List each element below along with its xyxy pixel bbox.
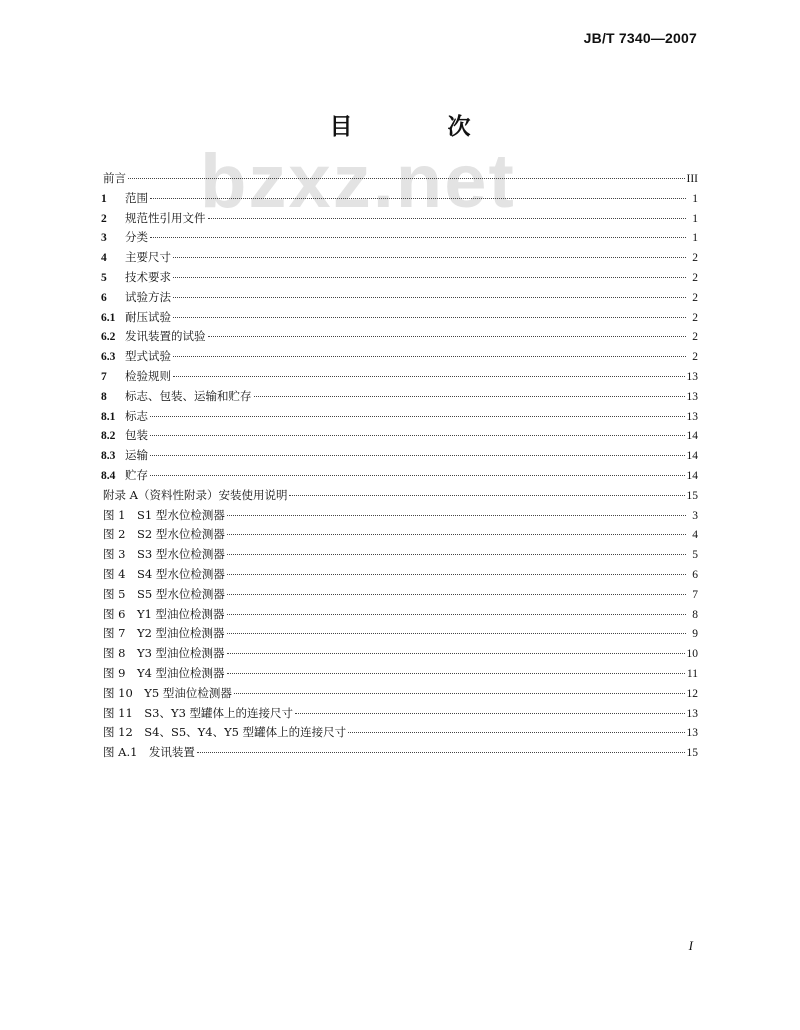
toc-leader-dots [289,495,684,496]
toc-leader-dots [173,356,686,357]
toc-entry-label: 试验方法 [125,289,171,304]
toc-entry-page: 15 [686,489,698,502]
toc-entry[interactable] [101,665,698,685]
toc-entry-page: 2 [692,271,698,284]
toc-leader-dots [150,198,686,199]
toc-leader-dots [227,653,685,654]
toc-entry-label: 图 11 S3、Y3 型罐体上的连接尺寸 [103,705,294,720]
toc-entry-label: 分类 [125,230,148,245]
toc-entry[interactable] [101,309,698,329]
toc-leader-dots [173,257,686,258]
watermark: bzxz.net [200,139,516,224]
toc-entry[interactable] [101,210,698,230]
toc-entry[interactable] [101,744,698,764]
toc-entry-label: 图 8 Y3 型油位检测器 [103,646,225,661]
toc-entry-label: 发讯装置的试验 [125,329,206,344]
toc-entry-label: 图 7 Y2 型油位检测器 [103,626,225,641]
toc-entry-number: 8.2 [101,430,116,443]
toc-entry-label: 主要尺寸 [125,250,171,265]
toc-entry[interactable] [101,705,698,725]
toc-leader-dots [227,673,685,674]
toc-entry-label: 运输 [125,448,148,463]
toc-entry-label: 贮存 [125,467,148,482]
toc-entry[interactable] [101,170,698,190]
toc-leader-dots [173,297,686,298]
toc-entry[interactable] [101,328,698,348]
toc-entry-page: 13 [686,410,698,423]
toc-entry[interactable] [101,487,698,507]
toc-leader-dots [227,554,686,555]
toc-entry[interactable] [101,625,698,645]
toc-entry[interactable] [101,606,698,626]
toc-entry-label: 图 5 S5 型水位检测器 [103,586,225,601]
toc-entry-number: 7 [101,370,107,383]
toc-leader-dots [150,435,685,436]
toc-leader-dots [173,277,686,278]
toc-entry[interactable] [101,724,698,744]
toc-leader-dots [348,732,684,733]
toc-entry-label: 图 1 S1 型水位检测器 [103,507,225,522]
toc-entry-page: 7 [692,588,698,601]
toc-entry-page: 8 [692,608,698,621]
toc-entry[interactable] [101,269,698,289]
toc-entry-page: 9 [692,628,698,641]
toc-entry-label: 标志 [125,408,148,423]
toc-leader-dots [150,237,686,238]
toc-entry-number: 8.3 [101,450,116,463]
toc-entry-page: 12 [686,687,698,700]
toc-entry[interactable] [101,229,698,249]
toc-entry-label: 技术要求 [125,269,171,284]
toc-entry-number: 4 [101,252,107,265]
toc-entry-page: 6 [692,568,698,581]
toc-entry[interactable] [101,348,698,368]
toc-leader-dots [295,713,684,714]
toc-entry-page: 1 [692,192,698,205]
toc-entry[interactable] [101,507,698,527]
page-number: I [688,938,693,953]
toc-leader-dots [227,614,686,615]
toc-entry-label: 图 3 S3 型水位检测器 [103,547,225,562]
toc-entry-number: 6.2 [101,331,116,344]
toc-entry-page: 2 [692,291,698,304]
toc-entry-number: 8.4 [101,469,116,482]
toc-entry[interactable] [101,546,698,566]
toc-entry-label: 图 9 Y4 型油位检测器 [103,665,225,680]
toc-leader-dots [234,693,685,694]
toc-entry-number: 5 [101,271,107,284]
toc-leader-dots [128,178,685,179]
toc-entry-page: 14 [686,430,698,443]
toc-entry-label: 型式试验 [125,349,171,364]
toc-entry-label: 图 12 S4、S5、Y4、Y5 型罐体上的连接尺寸 [103,725,347,740]
toc-entry-number: 6.1 [101,311,116,324]
toc-entry[interactable] [101,289,698,309]
page-title: 目 次 [329,114,507,140]
toc-entry-label: 包装 [125,428,148,443]
toc-leader-dots [150,416,685,417]
toc-entry-label: 图 6 Y1 型油位检测器 [103,606,225,621]
toc-entry-label: 图 10 Y5 型油位检测器 [103,685,232,700]
toc-leader-dots [254,396,685,397]
toc-entry-label: 图 4 S4 型水位检测器 [103,566,225,581]
toc-entry-label: 标志、包装、运输和贮存 [125,388,252,403]
toc-entry[interactable] [101,190,698,210]
toc-entry[interactable] [101,566,698,586]
toc-entry-page: 13 [686,727,698,740]
toc-entry-number: 8.1 [101,410,116,423]
toc-entry-label: 检验规则 [125,368,171,383]
toc-leader-dots [227,534,686,535]
toc-entry-page: 13 [686,390,698,403]
toc-entry-label: 附录 A（资料性附录）安装使用说明 [103,487,288,502]
toc-entry-number: 6.3 [101,351,116,364]
toc-entry[interactable] [101,645,698,665]
toc-leader-dots [227,515,686,516]
toc-entry[interactable] [101,388,698,408]
toc-entry[interactable] [101,368,698,388]
toc-entry-number: 8 [101,390,107,403]
toc-entry-page: 10 [686,648,698,661]
toc-leader-dots [227,574,686,575]
toc-leader-dots [173,317,686,318]
toc-entry-page: III [686,173,698,185]
toc-entry-label: 范围 [125,190,148,205]
toc-entry-label: 图 2 S2 型水位检测器 [103,527,225,542]
toc-entry-page: 13 [686,370,698,383]
toc-leader-dots [150,475,685,476]
toc-entry-page: 2 [692,252,698,265]
toc-leader-dots [227,633,686,634]
toc-entry-page: 4 [692,529,698,542]
toc-leader-dots [150,455,685,456]
toc-entry-number: 1 [101,192,107,205]
toc-entry-page: 1 [692,232,698,245]
table-of-contents [101,170,698,764]
toc-entry-page: 2 [692,311,698,324]
toc-entry-number: 6 [101,291,107,304]
toc-entry[interactable] [101,427,698,447]
toc-leader-dots [208,336,687,337]
toc-entry-label: 规范性引用文件 [125,210,206,225]
toc-entry[interactable] [101,447,698,467]
toc-entry-page: 13 [686,707,698,720]
toc-entry[interactable] [101,526,698,546]
toc-entry-page: 14 [686,450,698,463]
toc-entry-page: 1 [692,212,698,225]
toc-entry-label: 前言 [103,171,126,185]
toc-entry[interactable] [101,408,698,428]
toc-entry-page: 3 [692,509,698,522]
standard-code: JB/T 7340—2007 [583,30,697,46]
toc-entry-label: 耐压试验 [125,309,171,324]
toc-leader-dots [173,376,685,377]
toc-entry[interactable] [101,685,698,705]
toc-entry-number: 3 [101,232,107,245]
toc-entry-page: 2 [692,331,698,344]
toc-leader-dots [208,218,687,219]
toc-entry-number: 2 [101,212,107,225]
toc-entry-page: 5 [692,549,698,562]
toc-entry-page: 15 [686,747,698,760]
toc-entry-page: 14 [686,469,698,482]
toc-entry-label: 图 A.1 发讯装置 [103,745,195,760]
toc-entry[interactable] [101,586,698,606]
toc-leader-dots [197,752,685,753]
toc-entry-page: 11 [686,667,698,680]
toc-leader-dots [227,594,686,595]
toc-entry-page: 2 [692,351,698,364]
toc-entry[interactable] [101,467,698,487]
toc-entry[interactable] [101,249,698,269]
